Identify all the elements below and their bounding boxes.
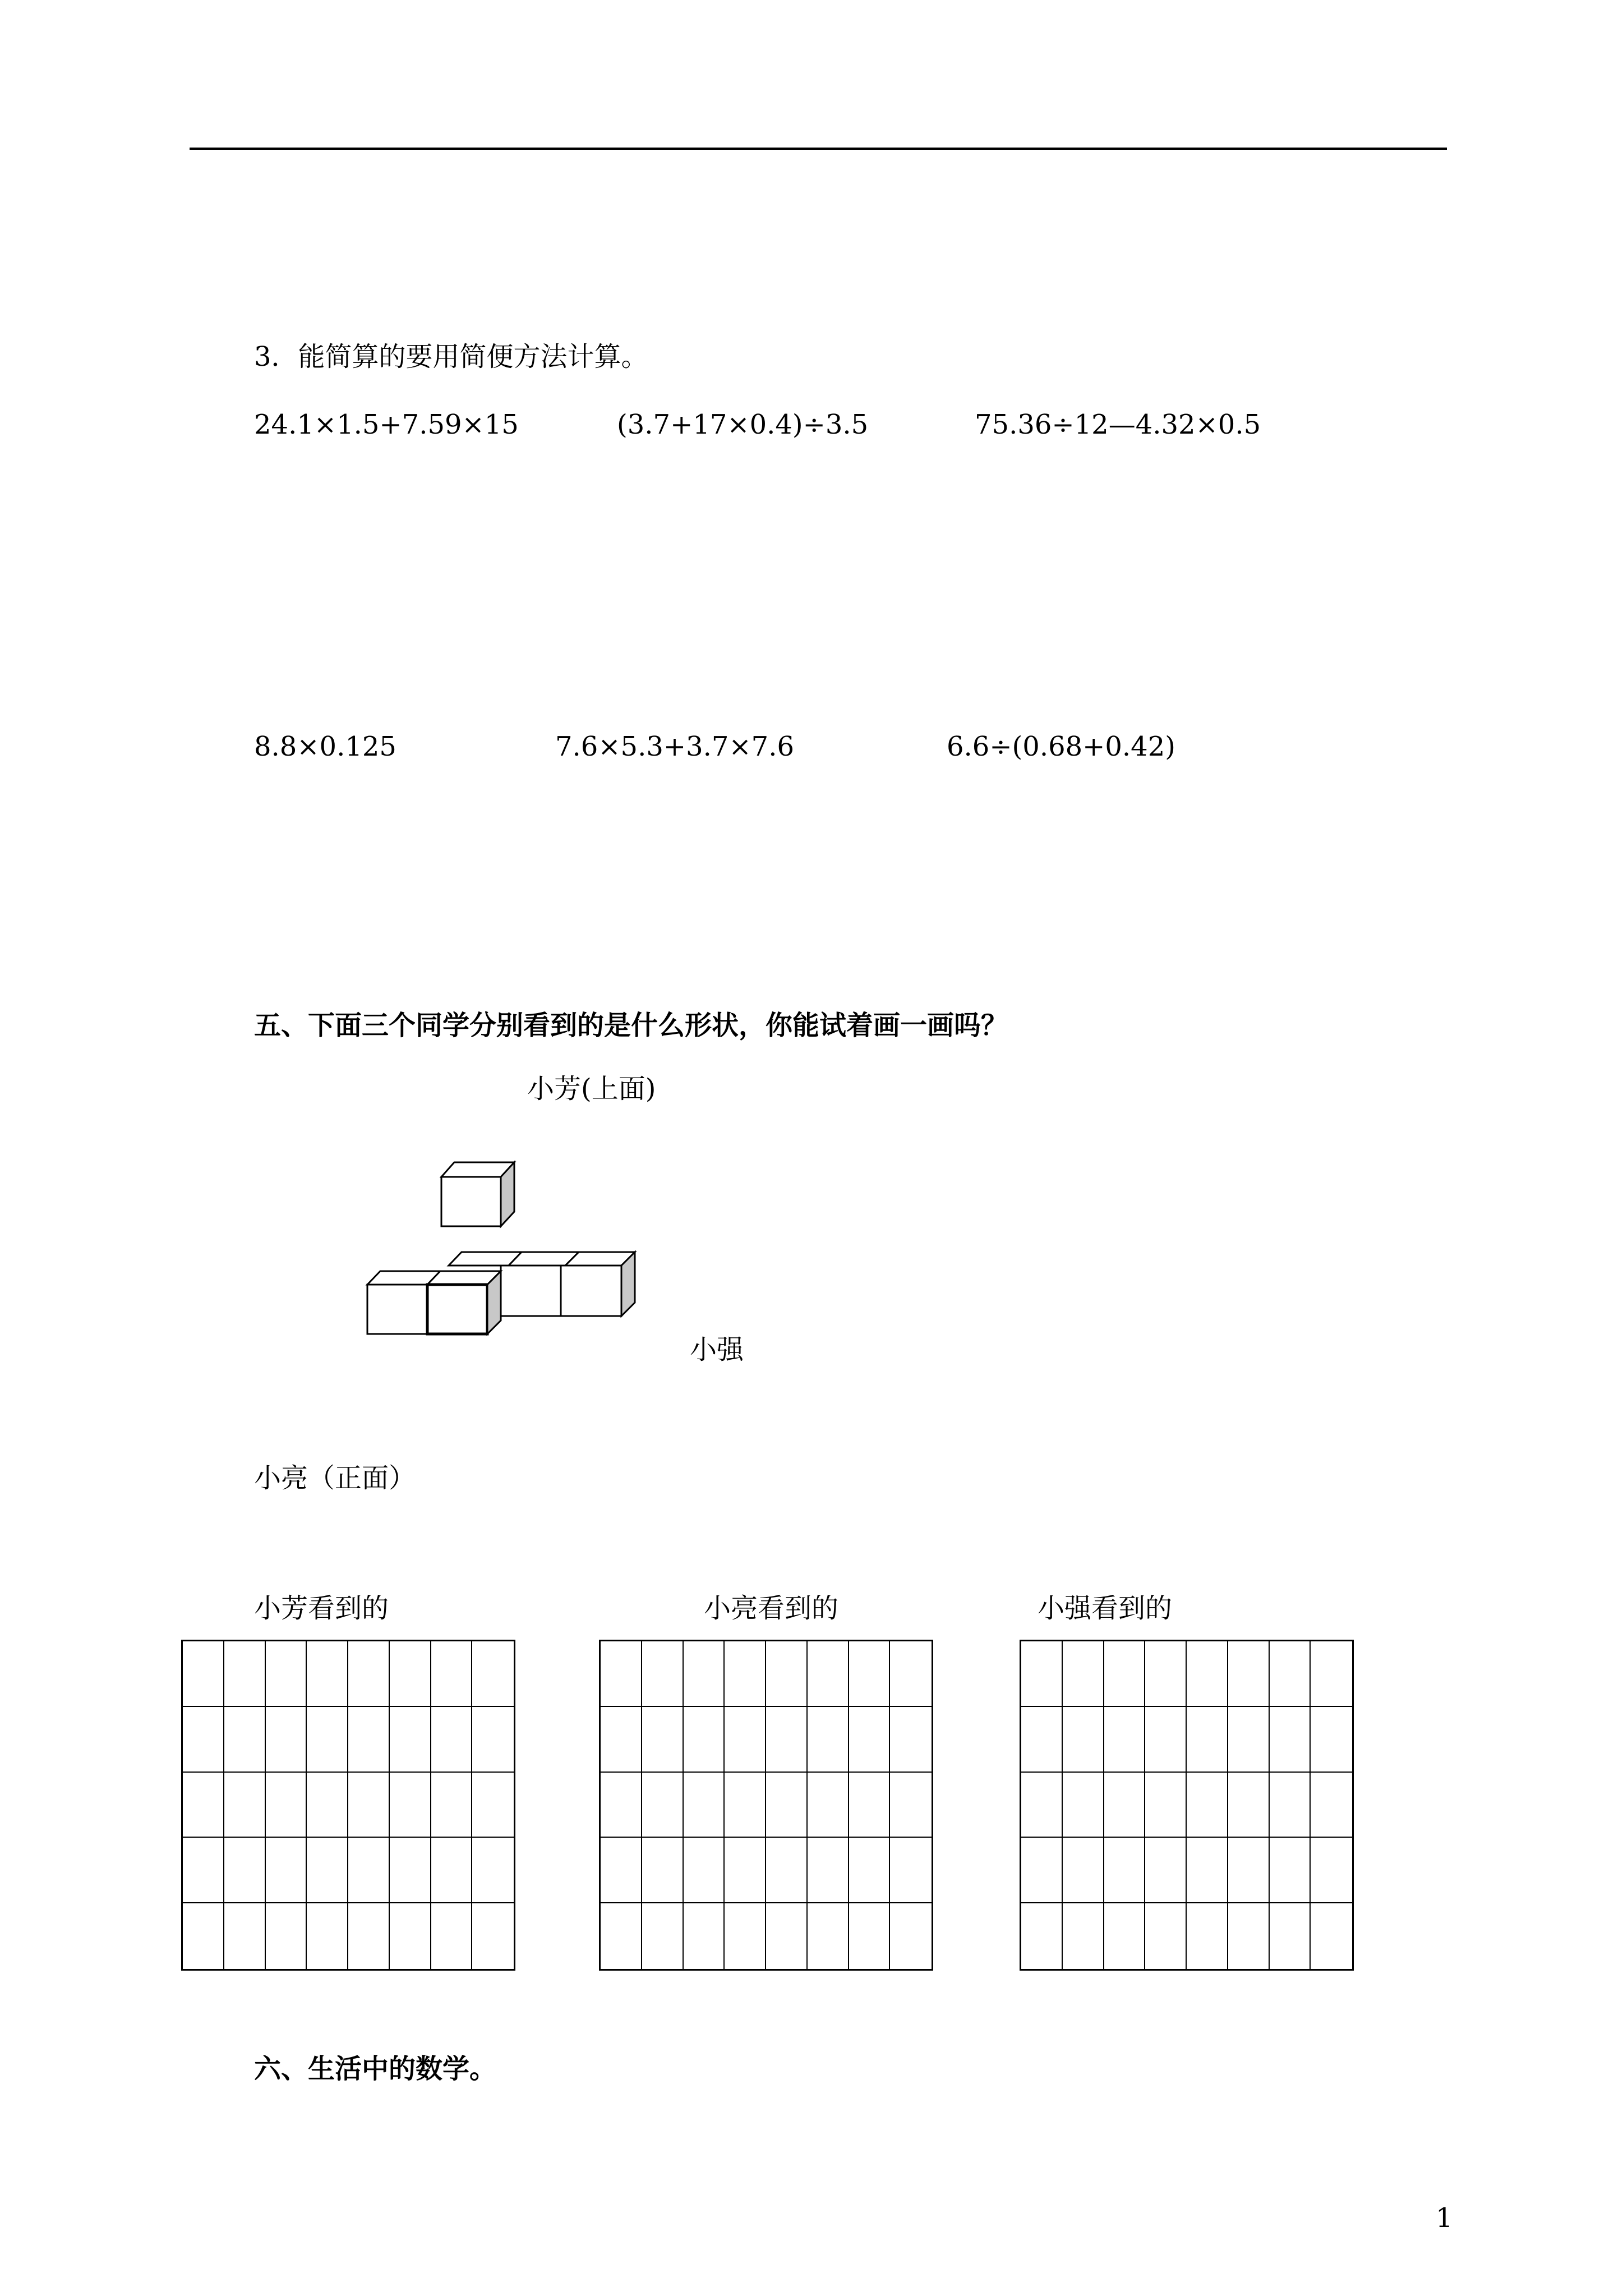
grid-cell bbox=[1021, 1838, 1063, 1903]
grid-cell bbox=[307, 1641, 348, 1707]
drawing-grid-2 bbox=[599, 1640, 933, 1971]
grid-cell bbox=[224, 1773, 266, 1838]
grid-cell bbox=[890, 1838, 932, 1903]
grid-cell bbox=[390, 1641, 431, 1707]
grid-cell bbox=[431, 1838, 473, 1903]
grid-cell bbox=[642, 1707, 684, 1773]
expression-3: 75.36÷12—4.32×0.5 bbox=[975, 409, 1261, 440]
grid-cell bbox=[684, 1641, 725, 1707]
grid-cell bbox=[684, 1838, 725, 1903]
grid-cell bbox=[183, 1838, 224, 1903]
grid-cell bbox=[1187, 1641, 1228, 1707]
grid-cell bbox=[348, 1641, 390, 1707]
grid-cell bbox=[183, 1641, 224, 1707]
grid-cell bbox=[890, 1903, 932, 1969]
grid-cell bbox=[1021, 1707, 1063, 1773]
grid-cell bbox=[1187, 1773, 1228, 1838]
grid-cell bbox=[1104, 1707, 1146, 1773]
grid-cell bbox=[1145, 1838, 1187, 1903]
grid-cell bbox=[266, 1707, 307, 1773]
grid-cell bbox=[266, 1838, 307, 1903]
grid-cell bbox=[890, 1773, 932, 1838]
grid-cell bbox=[766, 1707, 808, 1773]
view-label-front: 小亮（正面） bbox=[254, 1462, 416, 1494]
grid-cell bbox=[766, 1773, 808, 1838]
grid-cell bbox=[1228, 1773, 1270, 1838]
grid-cell bbox=[1104, 1838, 1146, 1903]
grid-cell bbox=[266, 1903, 307, 1969]
grid-cell bbox=[1063, 1707, 1104, 1773]
grid-cell bbox=[1145, 1641, 1187, 1707]
grid-cell bbox=[1021, 1903, 1063, 1969]
grid-cell bbox=[1145, 1707, 1187, 1773]
view-label-top: 小芳(上面) bbox=[527, 1073, 656, 1105]
grid-cell bbox=[183, 1773, 224, 1838]
drawing-grid-3 bbox=[1020, 1640, 1354, 1971]
grid-cell bbox=[766, 1838, 808, 1903]
grid-cell bbox=[1187, 1707, 1228, 1773]
grid-cell bbox=[224, 1903, 266, 1969]
grid-cell bbox=[890, 1641, 932, 1707]
expression-6: 6.6÷(0.68+0.42) bbox=[947, 731, 1175, 762]
grid-cell bbox=[348, 1773, 390, 1838]
grid-cell bbox=[1270, 1773, 1311, 1838]
grid-cell bbox=[849, 1903, 891, 1969]
grid-cell bbox=[601, 1707, 642, 1773]
grid-cell bbox=[1270, 1838, 1311, 1903]
grid-cell bbox=[1270, 1641, 1311, 1707]
grid-cell bbox=[431, 1773, 473, 1838]
grid-cell bbox=[1104, 1773, 1146, 1838]
grid-cell bbox=[390, 1903, 431, 1969]
grid-cell bbox=[642, 1641, 684, 1707]
grid-cell bbox=[390, 1838, 431, 1903]
grid-label-1: 小芳看到的 bbox=[254, 1593, 389, 1624]
grid-cell bbox=[472, 1838, 514, 1903]
grid-cell bbox=[1270, 1707, 1311, 1773]
grid-cell bbox=[224, 1641, 266, 1707]
grid-cell bbox=[1311, 1641, 1352, 1707]
grid-cell bbox=[725, 1903, 766, 1969]
grid-cell bbox=[1104, 1903, 1146, 1969]
cube-top-single bbox=[441, 1162, 514, 1226]
grid-cell bbox=[808, 1838, 849, 1903]
cube-figure bbox=[359, 1156, 651, 1341]
grid-cell bbox=[1021, 1641, 1063, 1707]
grid-cell bbox=[431, 1707, 473, 1773]
grid-cell bbox=[1063, 1838, 1104, 1903]
grid-cell bbox=[183, 1903, 224, 1969]
grid-cell bbox=[307, 1903, 348, 1969]
grid-cell bbox=[642, 1773, 684, 1838]
grid-cell bbox=[890, 1707, 932, 1773]
grid-cell bbox=[472, 1903, 514, 1969]
grid-cell bbox=[1228, 1641, 1270, 1707]
grid-cell bbox=[808, 1903, 849, 1969]
grid-cell bbox=[1228, 1707, 1270, 1773]
page-number: 1 bbox=[1436, 2202, 1453, 2234]
cube-front-row bbox=[367, 1271, 501, 1334]
grid-cell bbox=[1228, 1903, 1270, 1969]
grid-cell bbox=[849, 1707, 891, 1773]
grid-cell bbox=[808, 1773, 849, 1838]
expression-2: (3.7+17×0.4)÷3.5 bbox=[617, 409, 869, 440]
grid-cell bbox=[472, 1773, 514, 1838]
grid-cell bbox=[390, 1707, 431, 1773]
grid-cell bbox=[472, 1707, 514, 1773]
drawing-grid-1 bbox=[181, 1640, 515, 1971]
expression-5: 7.6×5.3+3.7×7.6 bbox=[555, 731, 794, 762]
grid-cell bbox=[1187, 1838, 1228, 1903]
section6-title: 六、生活中的数学。 bbox=[254, 2053, 497, 2085]
grid-cell bbox=[224, 1707, 266, 1773]
grid-cell bbox=[431, 1641, 473, 1707]
grid-cell bbox=[1063, 1903, 1104, 1969]
grid-label-2: 小亮看到的 bbox=[704, 1593, 839, 1624]
grid-cell bbox=[849, 1641, 891, 1707]
grid-cell bbox=[684, 1707, 725, 1773]
grid-cell bbox=[684, 1903, 725, 1969]
grid-cell bbox=[1311, 1838, 1352, 1903]
grid-cell bbox=[725, 1641, 766, 1707]
grid-cell bbox=[1021, 1773, 1063, 1838]
expression-1: 24.1×1.5+7.59×15 bbox=[254, 409, 519, 440]
grid-cell bbox=[849, 1838, 891, 1903]
grid-cell bbox=[266, 1773, 307, 1838]
grid-cell bbox=[348, 1707, 390, 1773]
view-label-right: 小强 bbox=[690, 1334, 744, 1365]
grid-cell bbox=[183, 1707, 224, 1773]
grid-cell bbox=[307, 1707, 348, 1773]
grid-cell bbox=[1104, 1641, 1146, 1707]
grid-cell bbox=[808, 1641, 849, 1707]
grid-cell bbox=[1187, 1903, 1228, 1969]
section3-title: 3．能简算的要用简便方法计算。 bbox=[254, 341, 648, 372]
grid-cell bbox=[1145, 1903, 1187, 1969]
grid-cell bbox=[431, 1903, 473, 1969]
grid-cell bbox=[348, 1903, 390, 1969]
grid-cell bbox=[849, 1773, 891, 1838]
grid-cell bbox=[1270, 1903, 1311, 1969]
grid-cell bbox=[684, 1773, 725, 1838]
grid-cell bbox=[1228, 1838, 1270, 1903]
grid-cell bbox=[224, 1838, 266, 1903]
grid-label-3: 小强看到的 bbox=[1038, 1593, 1173, 1624]
grid-cell bbox=[642, 1903, 684, 1969]
grid-cell bbox=[725, 1707, 766, 1773]
grid-cell bbox=[1145, 1773, 1187, 1838]
grid-cell bbox=[266, 1641, 307, 1707]
grid-cell bbox=[601, 1903, 642, 1969]
grid-cell bbox=[348, 1838, 390, 1903]
grid-cell bbox=[1311, 1903, 1352, 1969]
grid-cell bbox=[642, 1838, 684, 1903]
grid-cell bbox=[725, 1838, 766, 1903]
grid-cell bbox=[1311, 1773, 1352, 1838]
grid-cell bbox=[472, 1641, 514, 1707]
grid-cell bbox=[390, 1773, 431, 1838]
grid-cell bbox=[725, 1773, 766, 1838]
grid-cell bbox=[766, 1641, 808, 1707]
grid-cell bbox=[601, 1773, 642, 1838]
grid-cell bbox=[1063, 1641, 1104, 1707]
grid-cell bbox=[808, 1707, 849, 1773]
grid-cell bbox=[1063, 1773, 1104, 1838]
grid-cell bbox=[307, 1838, 348, 1903]
grid-cell bbox=[1311, 1707, 1352, 1773]
grid-cell bbox=[307, 1773, 348, 1838]
section5-title: 五、下面三个同学分别看到的是什么形状，你能试着画一画吗？ bbox=[254, 1010, 1008, 1041]
grid-cell bbox=[766, 1903, 808, 1969]
expression-4: 8.8×0.125 bbox=[254, 731, 396, 762]
header-rule bbox=[190, 148, 1447, 150]
grid-cell bbox=[601, 1838, 642, 1903]
grid-cell bbox=[601, 1641, 642, 1707]
